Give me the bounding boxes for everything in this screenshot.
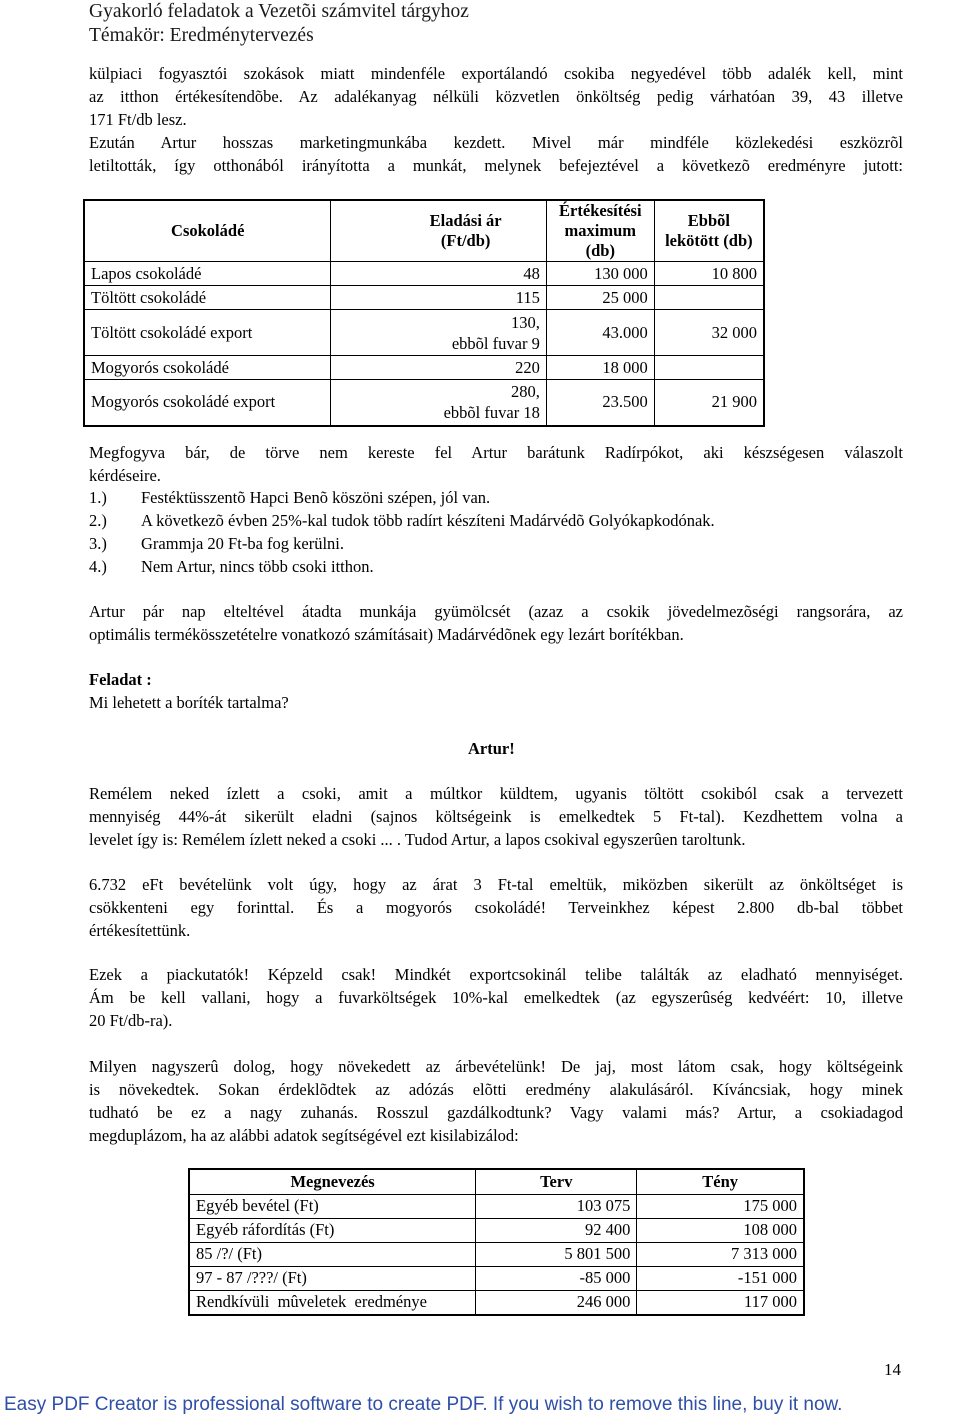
cell-name: Lapos csokoládé xyxy=(84,262,331,286)
answer-list xyxy=(89,486,903,578)
plan-actual-table xyxy=(188,1168,805,1316)
column-header-actual: Tény xyxy=(637,1169,804,1194)
cell-plan: 92 400 xyxy=(476,1218,637,1242)
text-line: 6.732 eFt bevételünk volt úgy, hogy az árat 3 Ft-tal emeltük, miközben sikerült az önköltséget is xyxy=(89,875,903,894)
text-line: 171 Ft/db lesz. xyxy=(89,110,187,129)
cell-name: Mogyorós csokoládé xyxy=(84,356,331,380)
text-line: Milyen nagyszerû dolog, hogy növekedett az árbevételünk! De jaj, most látom csak, hogy költségeink xyxy=(89,1057,903,1076)
header-text: (Ft/db) xyxy=(440,231,491,250)
text-line: értékesítettünk. xyxy=(89,921,191,940)
letter-paragraph-1 xyxy=(89,782,903,851)
header-text: Eladási ár xyxy=(429,211,502,230)
cell-max: 18 000 xyxy=(546,356,654,380)
cell-actual: 175 000 xyxy=(637,1194,804,1218)
list-item xyxy=(89,509,903,532)
column-header-name: Megnevezés xyxy=(189,1169,476,1194)
table-row xyxy=(189,1218,804,1242)
list-text: Grammja 20 Ft-ba fog kerülni. xyxy=(141,534,344,553)
cell-price: 220 xyxy=(331,356,546,380)
column-header-plan: Terv xyxy=(476,1169,637,1194)
price-value: 280, xyxy=(510,382,540,402)
cell-actual: 108 000 xyxy=(637,1218,804,1242)
table-row xyxy=(189,1266,804,1290)
text-line: Ezek a piackutatók! Képzeld csak! Mindkét exportcsokinál telibe találták az eladható mennyiséget. xyxy=(89,965,903,984)
list-number: 4.) xyxy=(89,557,107,576)
table-row xyxy=(84,356,764,380)
table-row xyxy=(189,1194,804,1218)
cell-name: Mogyorós csokoládé export xyxy=(84,380,331,426)
text-line: csökkenteni egy forinttal. És a mogyorós csokoládé! Terveinkhez képest 2.800 db-bal többet xyxy=(89,898,903,917)
column-header-max-sales xyxy=(546,200,654,262)
table-row xyxy=(84,380,764,426)
cell-bound xyxy=(654,356,764,380)
chocolate-table xyxy=(83,199,765,427)
cell-bound: 32 000 xyxy=(654,310,764,356)
cell-plan: 246 000 xyxy=(476,1290,637,1315)
list-number: 1.) xyxy=(89,488,107,507)
page-number: 14 xyxy=(884,1360,901,1379)
table-row xyxy=(84,310,764,356)
column-header-bound xyxy=(654,200,764,262)
cell-name: Töltött csokoládé xyxy=(84,286,331,310)
text-line: optimális termékösszetételre vonatkozó számításait) Madárvédõnek egy lezárt borítékban. xyxy=(89,625,684,644)
header-text: Ebbõl xyxy=(687,211,730,230)
cell-actual: 117 000 xyxy=(637,1290,804,1315)
letter-paragraph-2 xyxy=(89,873,903,942)
price-note: ebbõl fuvar 18 xyxy=(443,403,540,423)
cell-bound xyxy=(654,286,764,310)
text-line: kérdéseire. xyxy=(89,466,161,485)
cell-name: 97 - 87 /???/ (Ft) xyxy=(189,1266,476,1290)
list-number: 2.) xyxy=(89,511,107,530)
column-header-price xyxy=(331,200,546,262)
text-line: tudható be ez a nagy zuhanás. Rosszul gazdálkodtunk? Vagy valami más? Artur, a csokiadagod xyxy=(89,1103,903,1122)
price-note: ebbõl fuvar 9 xyxy=(451,333,540,353)
list-text: Festéktüsszentõ Hapci Benõ köszöni szépen, jól van. xyxy=(141,488,491,507)
table-row xyxy=(189,1290,804,1315)
text-line: Ám be kell vallani, hogy a fuvarköltségek 10%-kal emelkedtek (az egyszerûség kedvéért: 10, illetve xyxy=(89,988,903,1007)
list-item xyxy=(89,555,903,578)
letter-paragraph-3 xyxy=(89,963,903,1032)
text-line: külpiaci fogyasztói szokások miatt mindenféle exportálandó csokiba negyedével több adalék kell, mint xyxy=(89,64,903,83)
cell-plan: 103 075 xyxy=(476,1194,637,1218)
letter-paragraph-4 xyxy=(89,1055,903,1147)
price-value: 130, xyxy=(510,312,540,332)
list-text: Nem Artur, nincs több csoki itthon. xyxy=(141,557,374,576)
text-line: 20 Ft/db-ra). xyxy=(89,1011,173,1030)
table-row xyxy=(189,1242,804,1266)
text-line: mennyiség 44%-át sikerült eladni (sajnos költségeink is emelkedtek 5 Ft-tal). Kezdhettem volna a xyxy=(89,807,903,826)
radirpok-paragraph xyxy=(89,441,903,487)
cell-max: 23.500 xyxy=(546,380,654,426)
text-line: Artur pár nap elteltével átadta munkája gyümölcsét (azaz a csokik jövedelmezõségi rangsorára, az xyxy=(89,602,903,621)
list-item xyxy=(89,486,903,509)
header-text: maximum (db) xyxy=(564,221,637,260)
document-header-topic: Témakör: Eredménytervezés xyxy=(89,25,314,46)
cell-name: 85 /?/ (Ft) xyxy=(189,1242,476,1266)
intro-paragraph xyxy=(89,62,903,177)
cell-bound: 10 800 xyxy=(654,262,764,286)
cell-name: Rendkívüli mûveletek eredménye xyxy=(189,1290,476,1315)
column-header-chocolate: Csokoládé xyxy=(84,200,331,262)
letter-greeting: Artur! xyxy=(468,739,515,758)
cell-price xyxy=(331,380,546,426)
result-paragraph xyxy=(89,600,903,646)
cell-max: 43.000 xyxy=(546,310,654,356)
cell-max: 25 000 xyxy=(546,286,654,310)
cell-plan: -85 000 xyxy=(476,1266,637,1290)
document-header-title: Gyakorló feladatok a Vezetõi számvitel tárgyhoz xyxy=(89,1,469,22)
task-question: Mi lehetett a boríték tartalma? xyxy=(89,693,289,712)
table-row xyxy=(84,286,764,310)
cell-bound: 21 900 xyxy=(654,380,764,426)
task-title: Feladat : xyxy=(89,670,152,689)
table-row xyxy=(84,262,764,286)
list-number: 3.) xyxy=(89,534,107,553)
text-line: letiltották, így otthonából irányította a munkát, melynek befejeztével a következõ eredményre jutott: xyxy=(89,156,903,175)
cell-actual: -151 000 xyxy=(637,1266,804,1290)
watermark-footer: Easy PDF Creator is professional software to create PDF. If you wish to remove this line, buy it now. xyxy=(0,1391,960,1418)
cell-max: 130 000 xyxy=(546,262,654,286)
list-item xyxy=(89,532,903,555)
text-line: az itthon értékesítendõbe. Az adalékanyag nélküli közvetlen önköltség pedig várhatóan 39, 43 illetve xyxy=(89,87,903,106)
cell-price: 115 xyxy=(331,286,546,310)
cell-name: Egyéb ráfordítás (Ft) xyxy=(189,1218,476,1242)
cell-actual: 7 313 000 xyxy=(637,1242,804,1266)
header-text: lekötött (db) xyxy=(665,231,753,250)
table-header-row xyxy=(84,200,764,262)
text-line: megduplázom, ha az alábbi adatok segítségével ezt kisilabizálod: xyxy=(89,1126,519,1145)
cell-price xyxy=(331,310,546,356)
cell-price: 48 xyxy=(331,262,546,286)
list-text: A következõ évben 25%-kal tudok több radírt készíteni Madárvédõ Golyókapkodónak. xyxy=(141,511,715,530)
header-text: Értékesítési xyxy=(559,201,642,220)
text-line: levelet így is: Remélem ízlett neked a csoki ... . Tudod Artur, a lapos csokival egyszerûen taroltunk. xyxy=(89,830,746,849)
cell-name: Töltött csokoládé export xyxy=(84,310,331,356)
text-line: Ezután Artur hosszas marketingmunkába kezdett. Mivel már mindféle közlekedési eszközrõl xyxy=(89,133,903,152)
text-line: Megfogyva bár, de törve nem kereste fel Artur barátunk Radírpókot, aki készségesen válaszolt xyxy=(89,443,903,462)
text-line: is növekedtek. Sokan érdeklõdtek az adózás elõtti eredmény alakulásáról. Kíváncsiak, hogy minek xyxy=(89,1080,903,1099)
cell-name: Egyéb bevétel (Ft) xyxy=(189,1194,476,1218)
table-header-row xyxy=(189,1169,804,1194)
text-line: Remélem neked ízlett a csoki, amit a múltkor küldtem, ugyanis töltött csokiból csak a tervezett xyxy=(89,784,903,803)
cell-plan: 5 801 500 xyxy=(476,1242,637,1266)
